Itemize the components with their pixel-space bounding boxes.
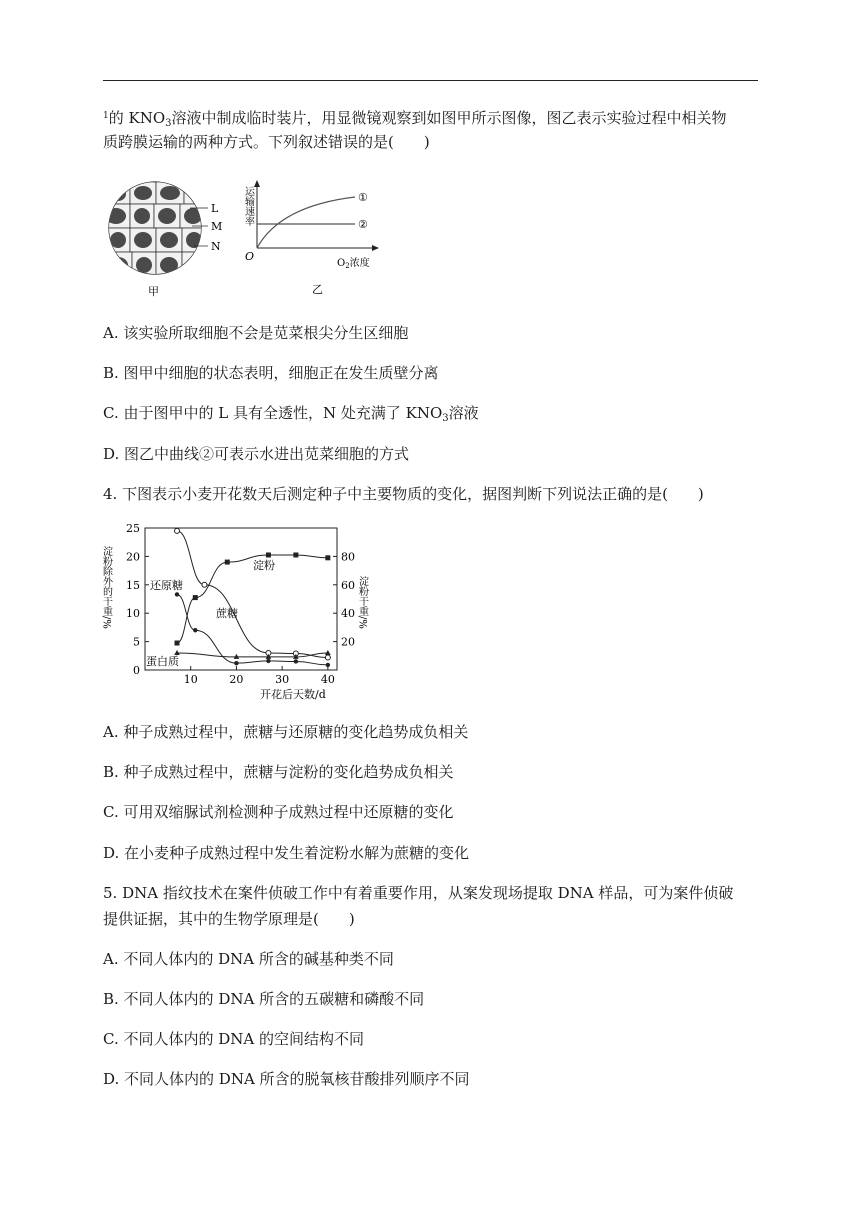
q3-option-C: C. 由于图甲中的 L 具有全透性，N 处充满了 $KNO_3$溶液 — [103, 404, 479, 424]
y-left-tick-label: 5 — [133, 635, 140, 649]
data-point — [325, 555, 330, 560]
yi-ylabel: 运输速率 — [242, 186, 254, 226]
label-N: N — [211, 240, 221, 253]
y-right-tick-label: 20 — [341, 635, 355, 649]
x-tick-label: 40 — [320, 673, 335, 686]
q4-option-A: A. 种子成熟过程中，蔗糖与还原糖的变化趋势成负相关 — [103, 723, 469, 741]
q5-stem-line1: 5. DNA 指纹技术在案件侦破工作中有着重要作用，从案发现场提取 DNA 样品，可为案件侦破 — [103, 884, 734, 902]
caption-jia: 甲 — [148, 285, 159, 298]
q3-option-A: A. 该实验所取细胞不会是苋菜根尖分生区细胞 — [103, 324, 409, 342]
label-L: L — [211, 202, 219, 215]
q3-option-D: D. 图乙中曲线②可表示水进出苋菜细胞的方式 — [103, 445, 410, 463]
header-rule — [103, 80, 758, 81]
legend-reducing-sugar: 还原糖 — [150, 579, 183, 592]
y-left-tick-label: 20 — [126, 550, 140, 564]
q4-stem: 4. 下图表示小麦开花数天后测定种子中主要物质的变化，据图判断下列说法正确的是( ) — [103, 485, 704, 503]
x-tick-label: 30 — [275, 673, 290, 686]
q5-option-C: C. 不同人体内的 DNA 的空间结构不同 — [103, 1030, 364, 1048]
data-point — [293, 552, 298, 557]
q3-stem-line1: $^1$的 $KNO_3$溶液中制成临时装片，用显微镜观察到如图甲所示图像，图乙表示实验过程中相关物 — [103, 109, 727, 129]
data-point — [175, 641, 180, 646]
figure-jia — [100, 180, 235, 300]
y-right-tick-label: 80 — [341, 550, 355, 564]
curve2-label: ② — [358, 218, 368, 231]
data-point — [325, 650, 331, 655]
yi-xlabel: $O_2$浓度 — [337, 258, 370, 270]
curve1-label: ① — [358, 191, 368, 204]
series-line-3 — [177, 653, 328, 657]
q5-stem-line2: 提供证据，其中的生物学原理是( ) — [103, 910, 355, 928]
origin-label: O — [245, 250, 255, 263]
plot-frame — [145, 528, 337, 670]
data-point — [266, 552, 271, 557]
y-right-tick-label: 40 — [341, 607, 355, 621]
label-M: M — [211, 220, 223, 233]
q3-option-B: B. 图甲中细胞的状态表明，细胞正在发生质壁分离 — [103, 364, 439, 382]
y-right-tick-label: 60 — [341, 578, 355, 592]
series-line-1 — [177, 531, 328, 658]
data-point — [193, 628, 197, 632]
x-tick-label: 20 — [229, 673, 244, 686]
data-point — [175, 592, 179, 596]
y-left-tick-label: 25 — [126, 522, 140, 535]
q5-option-A: A. 不同人体内的 DNA 所含的碱基种类不同 — [103, 950, 394, 968]
data-point — [266, 659, 270, 663]
q4-option-D: D. 在小麦种子成熟过程中发生着淀粉水解为蔗糖的变化 — [103, 844, 470, 862]
data-point — [294, 659, 298, 663]
q4-option-C: C. 可用双缩脲试剂检测种子成熟过程中还原糖的变化 — [103, 803, 454, 821]
data-point — [193, 595, 198, 600]
data-point — [202, 582, 207, 587]
data-point — [234, 661, 238, 665]
legend-starch: 淀粉 — [253, 559, 275, 572]
x-axis-label: 开花后天数/d — [260, 688, 326, 701]
q4-option-B: B. 种子成熟过程中，蔗糖与淀粉的变化趋势成负相关 — [103, 763, 454, 781]
q5-option-D: D. 不同人体内的 DNA 所含的脱氧核苷酸排列顺序不同 — [103, 1070, 470, 1088]
data-point — [326, 663, 330, 667]
q5-option-B: B. 不同人体内的 DNA 所含的五碳糖和磷酸不同 — [103, 990, 425, 1008]
y-left-tick-label: 15 — [126, 578, 140, 592]
figure-yi — [235, 176, 385, 298]
legend-protein: 蛋白质 — [146, 655, 179, 668]
data-point — [325, 655, 330, 660]
x-tick-label: 10 — [183, 673, 198, 686]
y-left-tick-label: 0 — [133, 664, 140, 677]
y-axis-left-label: 淀粉除外的干重/% — [100, 546, 112, 629]
caption-yi: 乙 — [312, 283, 323, 296]
data-point — [175, 528, 180, 533]
q3-stem-line2: 质跨膜运输的两种方式。下列叙述错误的是( ) — [103, 133, 430, 151]
seed-composition-chart — [100, 518, 370, 703]
y-axis-right-label: 淀粉干重/% — [356, 576, 368, 629]
y-left-tick-label: 10 — [126, 607, 140, 621]
legend-sucrose: 蔗糖 — [216, 607, 238, 620]
data-point — [225, 560, 230, 565]
